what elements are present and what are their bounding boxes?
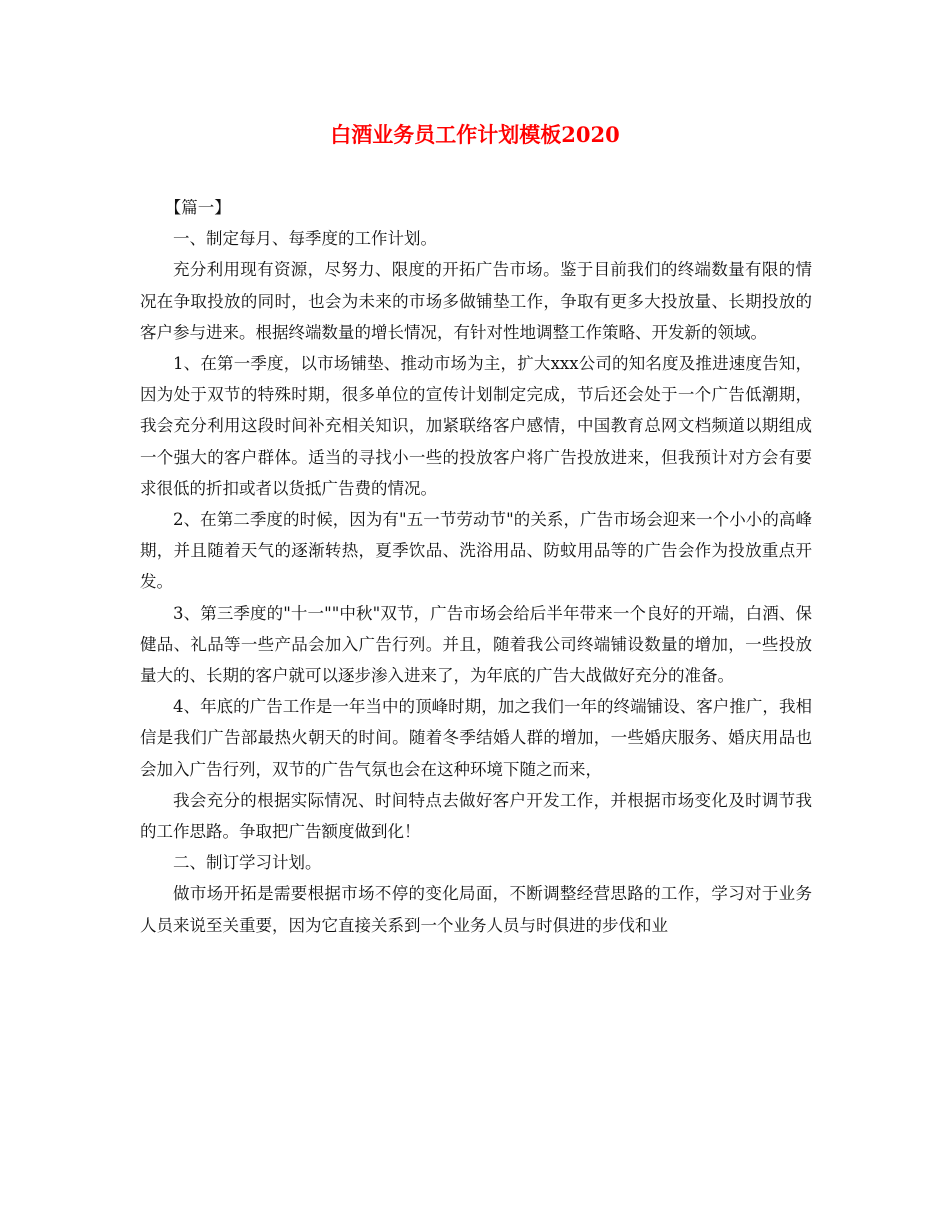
paragraph: 3、第三季度的"十一""中秋"双节，广告市场会给后半年带来一个良好的开端，白酒、保健品、礼品等一些产品会加入广告行列。并且，随着我公司终端铺设数量的增加，一些投放量大的、长期的客户就可以逐步渗入进来了，为年底的广告大战做好充分的准备。 — [140, 603, 812, 686]
paragraph: 4、年底的广告工作是一年当中的顶峰时期，加之我们一年的终端铺设、客户推广，我相信是我们广告部最热火朝天的时间。随着冬季结婚人群的增加，一些婚庆服务、婚庆用品也会加入广告行列，双节的广告气氛也会在这种环境下随之而来， — [140, 697, 812, 779]
heading-study-plan: 二、制订学习计划。 — [173, 853, 322, 873]
paragraph: 做市场开拓是需要根据市场不停的变化局面，不断调整经营思路的工作，学习对于业务人员来说至关重要，因为它直接关系到一个业务人员与时俱进的步伐和业 — [140, 884, 812, 935]
paragraph: 2、在第二季度的时候，因为有"五一节劳动节"的关系，广告市场会迎来一个小小的高峰期，并且随着天气的逐渐转热，夏季饮品、洗浴用品、防蚊用品等的广告会作为投放重点开发。 — [140, 510, 812, 592]
document-body — [140, 192, 812, 941]
paragraph: 我会充分的根据实际情况、时间特点去做好客户开发工作，并根据市场变化及时调节我的工作思路。争取把广告额度做到化！ — [140, 790, 812, 842]
section-label: 【篇一】 — [164, 198, 231, 217]
paragraph: 充分利用现有资源，尽努力、限度的开拓广告市场。鉴于目前我们的终端数量有限的情况在争取投放的同时，也会为未来的市场多做铺垫工作，争取有更多大投放量、长期投放的客户参与进来。根据终端数量的增长情况，有针对性地调整工作策略、开发新的领域。 — [140, 260, 812, 342]
heading-monthly-plan: 一、制定每月、每季度的工作计划。 — [173, 229, 437, 249]
document-title: 白酒业务员工作计划模板2020 — [330, 122, 620, 147]
paragraph: 1、在第一季度，以市场铺垫、推动市场为主，扩大xxx公司的知名度及推进速度告知，因为处于双节的特殊时期，很多单位的宣传计划制定完成，节后还会处于一个广告低潮期，我会充分利用这段时间补充相关知识，加紧联络客户感情，中国教育总网文档频道以期组成一个强大的客户群体。适当的寻找小一些的投放客户将广告投放进来，但我预计对方会有要求很低的折扣或者以货抵广告费的情况。 — [140, 354, 812, 498]
